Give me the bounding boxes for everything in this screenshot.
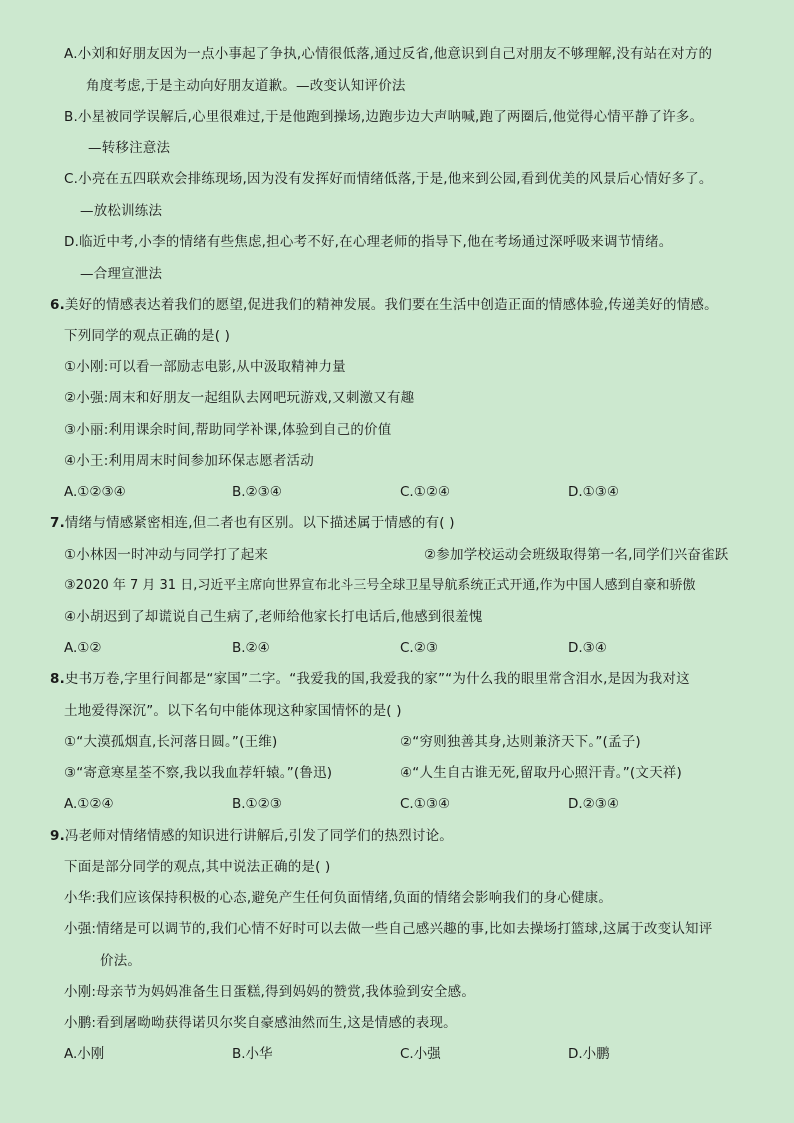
q9-choice-c[interactable]: C.小强 (400, 1046, 441, 1062)
q9-choice-b[interactable]: B.小华 (232, 1046, 273, 1062)
q7-statement-1: ①小林因一时冲动与同学打了起来 (64, 547, 269, 563)
q8-statement-1: ①“大漠孤烟直,长河落日圆。”(王维) (64, 734, 278, 750)
q7-choice-d[interactable]: D.③④ (568, 640, 607, 656)
q5-option-c-line1: C.小亮在五四联欢会排练现场,因为没有发挥好而情绪低落,于是,他来到公园,看到优美的风景后心情好多了。 (64, 171, 713, 187)
q7-statement-2: ②参加学校运动会班级取得第一名,同学们兴奋雀跃 (424, 547, 729, 563)
q5-option-a-line1: A.小刘和好朋友因为一点小事起了争执,心情很低落,通过反省,他意识到自己对朋友不够理解,没有站在对方的 (64, 46, 713, 62)
q7-choice-c[interactable]: C.②③ (400, 640, 438, 656)
q5-option-a-line2: 角度考虑,于是主动向好朋友道歉。—改变认知评价法 (86, 78, 406, 94)
q7-statement-3: ③2020 年 7 月 31 日,习近平主席向世界宣布北斗三号全球卫星导航系统正式开通,作为中国人感到自豪和骄傲 (64, 578, 696, 593)
q5-option-d-line2: —合理宣泄法 (80, 266, 163, 282)
q5-option-d-line1: D.临近中考,小李的情绪有些焦虑,担心考不好,在心理老师的指导下,他在考场通过深呼吸来调节情绪。 (64, 234, 673, 250)
q9-choice-d[interactable]: D.小鹏 (568, 1046, 610, 1062)
q6-number: 6. (50, 297, 65, 313)
q5-option-c-line2: —放松训练法 (80, 203, 163, 219)
q9-stem-line1 (50, 827, 453, 845)
q8-choice-b[interactable]: B.①②③ (232, 796, 282, 812)
q8-choice-c[interactable]: C.①③④ (400, 796, 451, 812)
q8-choice-d[interactable]: D.②③④ (568, 796, 619, 812)
q9-choice-a[interactable]: A.小刚 (64, 1046, 105, 1062)
q8-stem-text: 史书万卷,字里行间都是“家国”二字。“我爱我的国,我爱我的家”“为什么我的眼里常含泪水,是因为我对这 (64, 671, 690, 687)
q6-choice-b[interactable]: B.②③④ (232, 484, 282, 500)
q7-stem (50, 514, 455, 532)
q6-statement-2: ②小强:周末和好朋友一起组队去网吧玩游戏,又刺激又有趣 (64, 390, 415, 406)
q5-option-b-line1: B.小星被同学误解后,心里很难过,于是他跑到操场,边跑步边大声呐喊,跑了两圈后,他觉得心情平静了许多。 (64, 109, 704, 125)
q9-number: 9. (50, 828, 65, 844)
q7-number: 7. (50, 515, 65, 531)
q9-statement-xiaoqiang-line2: 价法。 (100, 953, 142, 969)
q6-statement-3: ③小丽:利用课余时间,帮助同学补课,体验到自己的价值 (64, 422, 392, 438)
q8-stem-line2: 土地爱得深沉”。以下名句中能体现这种家国情怀的是( ) (64, 703, 402, 719)
q9-statement-xiaopeng: 小鹏:看到屠呦呦获得诺贝尔奖自豪感油然而生,这是情感的表现。 (64, 1015, 457, 1031)
q6-statement-1: ①小刚:可以看一部励志电影,从中汲取精神力量 (64, 359, 346, 375)
q8-number: 8. (50, 671, 65, 687)
q9-statement-xiaohua: 小华:我们应该保持积极的心态,避免产生任何负面情绪,负面的情绪会影响我们的身心健康。 (64, 890, 613, 906)
q5-option-b-line2: —转移注意法 (88, 140, 171, 156)
q9-stem-line2: 下面是部分同学的观点,其中说法正确的是( ) (64, 859, 331, 875)
q6-stem-line2: 下列同学的观点正确的是( ) (64, 328, 231, 344)
q7-stem-text: 情绪与情感紧密相连,但二者也有区别。以下描述属于情感的有( ) (64, 515, 455, 531)
q8-stem-line1 (50, 670, 690, 688)
q8-statement-3: ③“寄意寒星荃不察,我以我血荐轩辕。”(鲁迅) (64, 765, 333, 781)
q9-statement-xiaoqiang-line1: 小强:情绪是可以调节的,我们心情不好时可以去做一些自己感兴趣的事,比如去操场打篮球,这属于改变认知评 (64, 921, 713, 937)
q8-choice-a[interactable]: A.①②④ (64, 796, 114, 812)
q8-statement-2: ②“穷则独善其身,达则兼济天下。”(孟子) (400, 734, 641, 750)
q6-stem-text: 美好的情感表达着我们的愿望,促进我们的精神发展。我们要在生活中创造正面的情感体验,传递美好的情感。 (64, 297, 718, 313)
q6-stem-line1 (50, 296, 718, 314)
q6-choice-d[interactable]: D.①③④ (568, 484, 619, 500)
q7-choice-b[interactable]: B.②④ (232, 640, 270, 656)
q6-statement-4: ④小王:利用周末时间参加环保志愿者活动 (64, 453, 314, 469)
q9-statement-xiaogang: 小刚:母亲节为妈妈准备生日蛋糕,得到妈妈的赞赏,我体验到安全感。 (64, 984, 476, 1000)
q8-statement-4: ④“人生自古谁无死,留取丹心照汗青。”(文天祥) (400, 765, 682, 781)
q6-choice-a[interactable]: A.①②③④ (64, 484, 126, 500)
q9-stem-text: 冯老师对情绪情感的知识进行讲解后,引发了同学们的热烈讨论。 (64, 828, 454, 844)
q7-statement-4: ④小胡迟到了却谎说自己生病了,老师给他家长打电话后,他感到很羞愧 (64, 609, 483, 625)
q6-choice-c[interactable]: C.①②④ (400, 484, 451, 500)
q7-choice-a[interactable]: A.①② (64, 640, 102, 656)
